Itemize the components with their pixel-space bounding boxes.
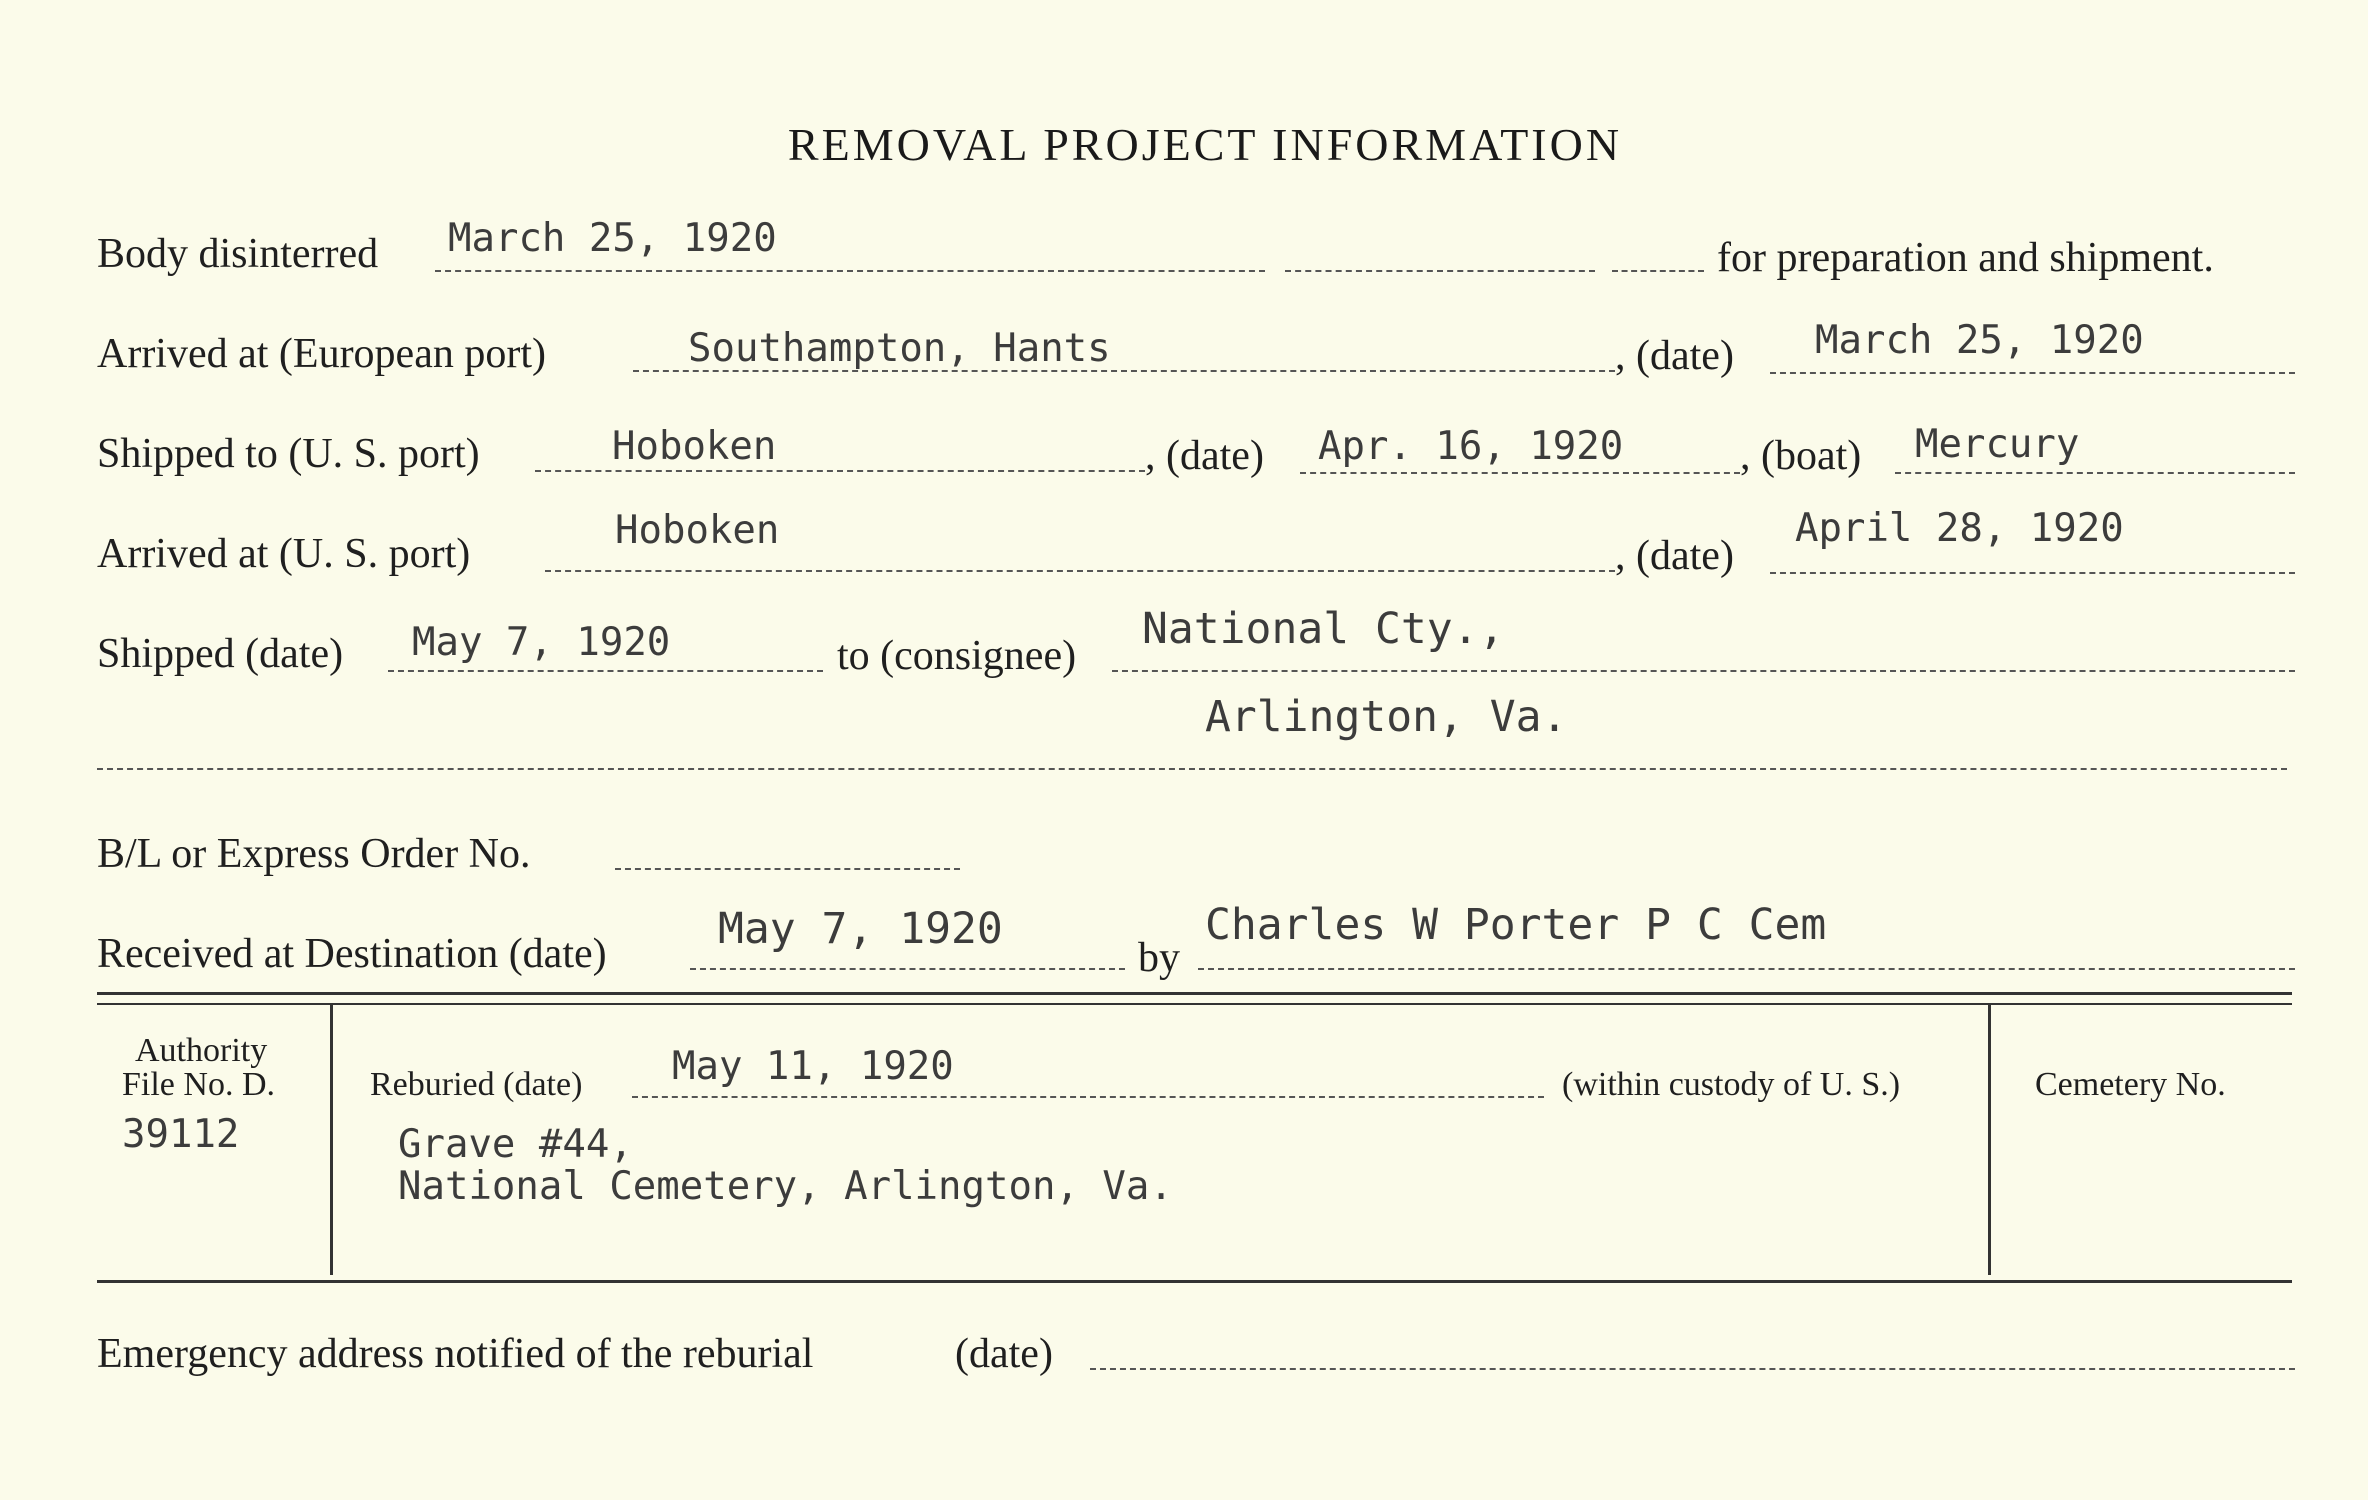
- received-label: Received at Destination (date): [97, 931, 607, 977]
- reburied-label: Reburied (date): [370, 1066, 583, 1103]
- consignee-continuation-line: [97, 768, 2287, 770]
- emergency-label: Emergency address notified of the reburial: [97, 1331, 814, 1377]
- consignee-value-line2: Arlington, Va.: [1205, 692, 1568, 742]
- received-date-line: [690, 968, 1125, 970]
- us-arrival-date-value: April 28, 1920: [1795, 506, 2124, 551]
- received-by-label: by: [1138, 935, 1180, 981]
- custody-note: (within custody of U. S.): [1562, 1066, 1901, 1103]
- us-port-shipped-value: Hoboken: [612, 424, 777, 469]
- bl-order-label: B/L or Express Order No.: [97, 831, 531, 877]
- grave-location-line1: Grave #44,: [398, 1122, 633, 1167]
- shipped-date-label: Shipped (date): [97, 631, 344, 677]
- us-arrival-date-label: , (date): [1615, 533, 1734, 579]
- us-ship-date-value: Apr. 16, 1920: [1318, 424, 1624, 469]
- body-disinterred-line: [435, 270, 1265, 272]
- bl-order-line: [615, 868, 960, 870]
- reburied-date-value: May 11, 1920: [672, 1044, 954, 1089]
- reburied-date-line: [632, 1096, 1544, 1098]
- consignee-line: [1112, 670, 2295, 672]
- body-disinterred-value: March 25, 1920: [448, 216, 777, 261]
- body-disinterred-label: Body disinterred: [97, 231, 379, 277]
- received-date-value: May 7, 1920: [718, 904, 1003, 954]
- received-by-line: [1198, 968, 2295, 970]
- cemetery-no-label: Cemetery No.: [2035, 1066, 2226, 1103]
- us-port-shipped-label: Shipped to (U. S. port): [97, 431, 480, 477]
- us-ship-date-line: [1300, 472, 1740, 474]
- european-port-label: Arrived at (European port): [97, 331, 546, 377]
- cemetery-column-divider: [1988, 1005, 1991, 1275]
- emergency-date-label: (date): [955, 1331, 1053, 1377]
- us-port-arrived-line: [545, 570, 1615, 572]
- emergency-line: [1090, 1368, 2295, 1370]
- boat-line: [1895, 472, 2295, 474]
- us-port-arrived-label: Arrived at (U. S. port): [97, 531, 471, 577]
- authority-column-divider: [330, 1005, 333, 1275]
- section-divider-bottom: [97, 1003, 2292, 1005]
- us-port-arrived-value: Hoboken: [615, 508, 780, 553]
- consignee-value-line1: National Cty.,: [1142, 604, 1505, 654]
- card-title: REMOVAL PROJECT INFORMATION: [787, 119, 1623, 170]
- body-disinterred-line-3: [1612, 270, 1704, 272]
- body-disinterred-line-2: [1285, 270, 1595, 272]
- boat-label: , (boat): [1740, 433, 1862, 479]
- european-date-label: , (date): [1615, 333, 1734, 379]
- european-date-line: [1770, 372, 2295, 374]
- body-disinterred-suffix: for preparation and shipment.: [1717, 235, 2214, 281]
- consignee-label: to (consignee): [837, 633, 1077, 679]
- us-arrival-date-line: [1770, 572, 2295, 574]
- section-divider-top: [97, 992, 2292, 995]
- authority-label-line2: File No. D.: [122, 1066, 275, 1103]
- european-port-value: Southampton, Hants: [688, 326, 1111, 371]
- shipped-date-value: May 7, 1920: [412, 620, 671, 665]
- box-bottom-rule: [97, 1280, 2292, 1283]
- us-port-shipped-line: [535, 470, 1145, 472]
- shipped-date-line: [388, 670, 823, 672]
- us-ship-date-label: , (date): [1145, 433, 1264, 479]
- authority-label-line1: Authority: [135, 1032, 268, 1069]
- authority-file-number: 39112: [122, 1112, 240, 1157]
- grave-location-line2: National Cemetery, Arlington, Va.: [398, 1164, 1173, 1209]
- european-date-value: March 25, 1920: [1815, 318, 2144, 363]
- boat-value: Mercury: [1915, 422, 2080, 467]
- received-by-value: Charles W Porter P C Cem: [1205, 900, 1827, 950]
